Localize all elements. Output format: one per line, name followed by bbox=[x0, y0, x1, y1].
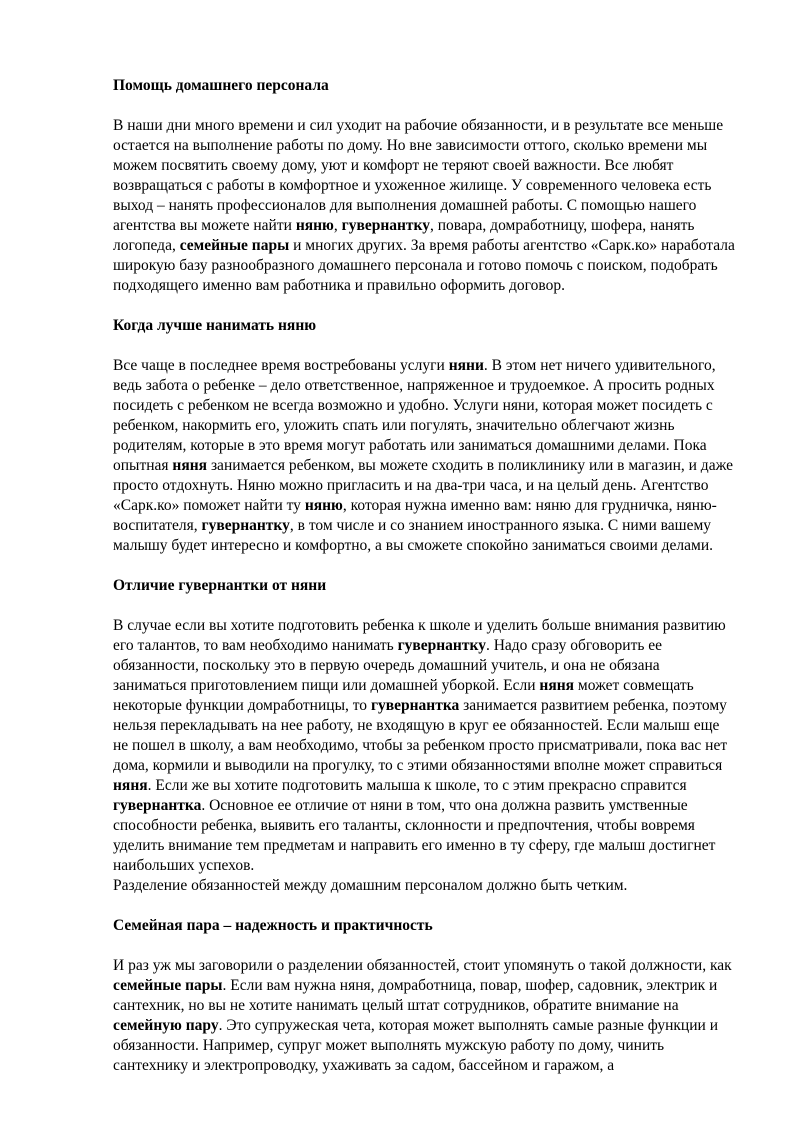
text-run: . Надо сразу обговорить ее обязанности, поскольку это в первую очередь домашний учитель, и она не обязана заниматься приготовлением пищи или домашней уборкой. Если bbox=[113, 637, 663, 694]
bold-term: гувернантка bbox=[370, 697, 460, 714]
paragraph bbox=[113, 876, 736, 896]
paragraph bbox=[113, 356, 736, 556]
section-heading: Помощь домашнего персонала bbox=[113, 77, 329, 94]
bold-term: няню bbox=[304, 497, 343, 514]
section-heading: Отличие гувернантки от няни bbox=[113, 577, 327, 594]
text-run: Все чаще в последнее время востребованы услуги bbox=[113, 357, 449, 374]
paragraph bbox=[113, 116, 736, 296]
bold-term: гувернантку bbox=[341, 217, 431, 234]
text-run: В наши дни много времени и сил уходит на рабочие обязанности, и в результате все меньше остается на выполнение работы по дому. Но вне зависимости оттого, сколько времени мы можем посвятить своему дому, уют и комфорт не теряют своей важности. Все любят возвращаться с работы в комфортное и ухоженное жилище. У современного человека есть выход – нанять профессионалов для выполнения домашней работы. С помощью нашего агентства вы можете найти bbox=[113, 117, 724, 234]
text-run: и многих других. За время работы агентство «Сарк.ко» наработала широкую базу разнообразного домашнего персонала и готово помочь с поиском, подобрать подходящего именно вам работника и правильно оформить договор. bbox=[113, 237, 735, 294]
section-heading: Семейная пара – надежность и практичность bbox=[113, 917, 433, 934]
section-governess-vs-nanny bbox=[113, 576, 736, 896]
bold-term: гувернантку bbox=[201, 517, 290, 534]
bold-term: няня bbox=[172, 457, 208, 474]
paragraph bbox=[113, 616, 736, 876]
section-family-couple bbox=[113, 916, 736, 1076]
text-run: В случае если вы хотите подготовить ребенка к школе и уделить больше внимания развитию его талантов, то вам необходимо нанимать bbox=[113, 617, 726, 654]
text-run: Разделение обязанностей между домашним персоналом должно быть четким. bbox=[113, 877, 628, 894]
bold-term: семейную пару bbox=[113, 1017, 219, 1034]
text-run: , повара, домработницу, шофера, нанять логопеда, bbox=[113, 217, 695, 254]
text-run: , которая нужна именно вам: няню для грудничка, няню-воспитателя, bbox=[113, 497, 717, 534]
section-when-hire-nanny bbox=[113, 316, 736, 556]
bold-term: гувернантка bbox=[113, 797, 202, 814]
text-run: . Если же вы хотите подготовить малыша к школе, то с этим прекрасно справится bbox=[147, 777, 687, 794]
text-run: И раз уж мы заговорили о разделении обязанностей, стоит упомянуть о такой должности, как bbox=[113, 957, 732, 974]
text-run: , bbox=[333, 217, 342, 234]
bold-term: семейные пары bbox=[113, 977, 223, 994]
text-run: может совмещать некоторые функции домработницы, то bbox=[113, 677, 694, 714]
text-run: . Это супружеская чета, которая может выполнять самые разные функции и обязанности. Например, супруг может выполнять мужскую работу по дому, чинить сантехнику и электропроводку, ухаживать за садом, бассейном и гаражом, а bbox=[113, 1017, 718, 1074]
text-run: , в том числе и со знанием иностранного языка. С ними вашему малышу будет интересно и комфортно, а вы сможете спокойно заниматься своими делами. bbox=[113, 517, 713, 554]
section-heading: Когда лучше нанимать няню bbox=[113, 317, 317, 334]
bold-term: семейные пары bbox=[179, 237, 290, 254]
bold-term: гувернантку bbox=[397, 637, 486, 654]
text-run: . Основное ее отличие от няни в том, что она должна развить умственные способности ребенка, выявить его таланты, склонности и предпочтения, чтобы вовремя уделить внимание тем предметам и направить его именно в ту сферу, где малыш достигнет наибольших успехов. bbox=[113, 797, 716, 874]
bold-term: няня bbox=[113, 777, 148, 794]
bold-term: няню bbox=[295, 217, 334, 234]
bold-term: няня bbox=[539, 677, 575, 694]
bold-term: няни bbox=[448, 357, 484, 374]
paragraph bbox=[113, 956, 736, 1076]
section-domestic-staff-help bbox=[113, 76, 736, 296]
text-run: занимается ребенком, вы можете сходить в поликлинику или в магазин, и даже просто отдохнуть. Няню можно пригласить и на два-три часа, и на целый день. Агентство «Сарк.ко» поможет найти ту bbox=[113, 457, 733, 514]
text-run: . В этом нет ничего удивительного, ведь забота о ребенке – дело ответственное, напряженное и трудоемкое. А просить родных посидеть с ребенком не всегда возможно и удобно. Услуги няни, которая может посидеть с ребенком, накормить его, уложить спать или погулять, значительно облегчают жизнь родителям, которые в это время могут работать или заниматься домашними делами. Пока опытная bbox=[113, 357, 716, 474]
text-run: занимается развитием ребенка, поэтому нельзя перекладывать на нее работу, не входящую в круг ее обязанностей. Если малыш еще не пошел в школу, а вам необходимо, чтобы за ребенком просто присматривали, пока вас нет дома, кормили и выводили на прогулку, то с этими обязанностями вполне может справиться bbox=[113, 697, 728, 774]
text-run: . Если вам нужна няня, домработница, повар, шофер, садовник, электрик и сантехник, но вы не хотите нанимать целый штат сотрудников, обратите внимание на bbox=[113, 977, 718, 1014]
